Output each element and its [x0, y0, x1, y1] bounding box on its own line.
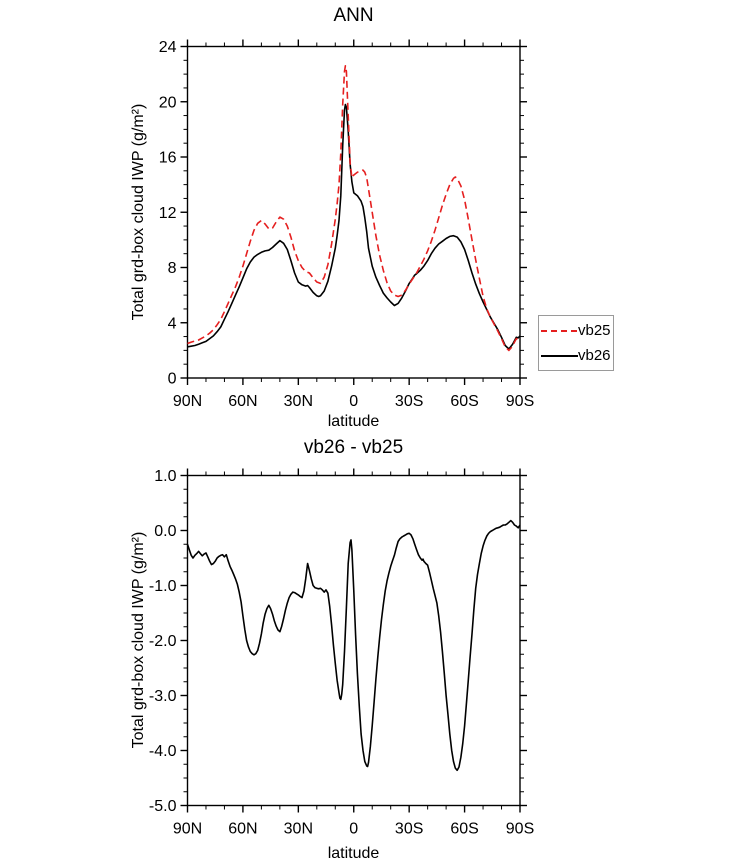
legend-box: [538, 315, 614, 371]
x-axis-tick-label: 60S: [450, 820, 479, 838]
y-axis-tick-label: 24: [158, 39, 177, 57]
y-axis-tick-label: -1.0: [148, 578, 177, 596]
top-chart-title: ANN: [333, 5, 374, 26]
x-axis-tick-label: 30S: [394, 393, 424, 410]
top-chart-x-axis-label: latitude: [327, 413, 380, 430]
series-line-vb25: [188, 66, 521, 351]
y-axis-tick-label: -5.0: [148, 798, 177, 816]
x-axis-tick-label: 60N: [228, 393, 258, 410]
x-axis-tick-label: 30N: [283, 820, 314, 838]
x-axis-tick-label: 60S: [450, 393, 479, 410]
x-axis-tick-label: 60N: [228, 820, 258, 838]
y-axis-tick-label: 1.0: [154, 468, 177, 486]
legend-label-vb25: vb25: [578, 322, 611, 339]
legend-entry-vb25: [541, 322, 611, 339]
bottom-chart-title: vb26 - vb25: [303, 437, 404, 458]
bottom-chart: [149, 468, 534, 837]
x-axis-tick-label: 90S: [505, 820, 535, 838]
y-axis-tick-label: 8: [167, 260, 177, 278]
y-axis-tick-label: -4.0: [148, 743, 177, 761]
x-axis-tick-label: 90N: [172, 820, 203, 838]
plot-box: [188, 476, 521, 806]
x-axis-tick-label: 30S: [394, 820, 424, 838]
x-axis-tick-label: 0: [349, 393, 359, 410]
x-axis-tick-label: 0: [349, 820, 359, 838]
y-axis-tick-label: -3.0: [148, 688, 177, 706]
plot-box: [188, 47, 521, 379]
top-chart-y-axis-label: Total grd-box cloud IWP (g/m²): [130, 103, 147, 321]
legend-label-vb26: vb26: [578, 347, 611, 364]
x-axis-tick-label: 30N: [283, 393, 314, 410]
y-axis-tick-label: 0: [167, 370, 177, 388]
vb25-dashed-line-sample: [541, 330, 578, 332]
y-axis-tick-label: 12: [158, 204, 177, 222]
legend-entry-vb26: [541, 347, 611, 364]
bottom-chart-x-axis-label: latitude: [327, 845, 380, 862]
y-axis-tick-label: 20: [158, 94, 177, 112]
y-axis-tick-label: 0.0: [154, 523, 177, 541]
x-axis-tick-label: 90N: [172, 393, 203, 410]
top-chart: [159, 39, 535, 410]
y-axis-tick-label: -2.0: [148, 633, 177, 651]
series-line-vb26-vb25: [188, 521, 521, 771]
x-axis-tick-label: 90S: [505, 393, 535, 410]
vb26-solid-line-sample: [541, 355, 578, 357]
y-axis-tick-label: 16: [158, 149, 177, 167]
y-axis-tick-label: 4: [167, 315, 177, 333]
bottom-chart-y-axis-label: Total grd-box cloud IWP (g/m²): [130, 531, 147, 749]
